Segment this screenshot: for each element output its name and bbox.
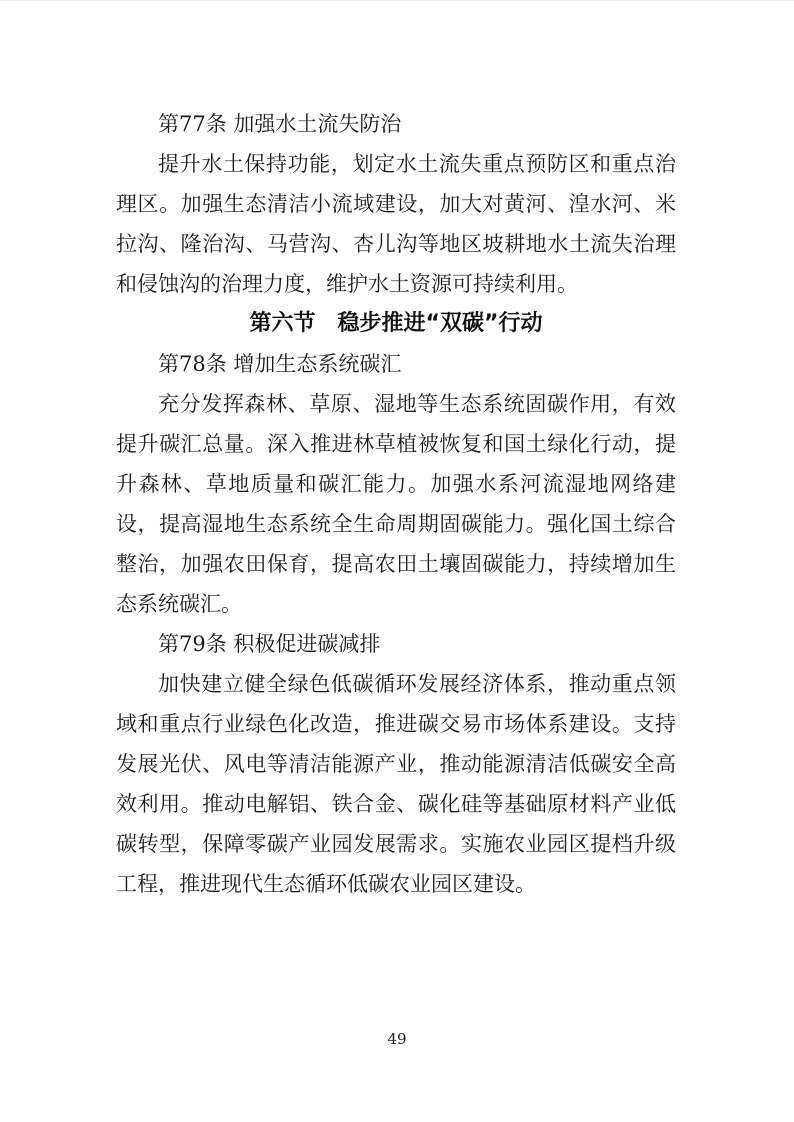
article-79-body: 加快建立健全绿色低碳循环发展经济体系，推动重点领域和重点行业绿色化改造，推进碳交易市场体系建设。支持发展光伏、风电等清洁能源产业，推动能源清洁低碳安全高效利用。推动电解铝、铁合金、碳化硅等基础原材料产业低碳转型，保障零碳产业园发展需求。实施农业园区提档升级工程，推进现代生态循环低碳农业园区建设。	[116, 672, 676, 896]
article-79-heading: 第79条 积极促进碳减排	[158, 632, 381, 656]
page-content	[116, 104, 676, 904]
article-77-body: 提升水土保持功能，划定水土流失重点预防区和重点治理区。加强生态清洁小流域建设，加大对黄河、湟水河、米拉沟、隆治沟、马营沟、杏儿沟等地区坡耕地水土流失治理和侵蚀沟的治理力度，维护水土资源可持续利用。	[116, 152, 676, 296]
article-77-heading: 第77条 加强水土流失防治	[158, 112, 402, 136]
article-78-heading: 第78条 增加生态系统碳汇	[158, 352, 402, 376]
page-number: 49	[387, 1030, 407, 1048]
page-footer	[0, 1029, 794, 1049]
section-6-heading: 第六节 稳步推进“双碳”行动	[249, 311, 543, 336]
article-78-body: 充分发挥森林、草原、湿地等生态系统固碳作用，有效提升碳汇总量。深入推进林草植被恢复和国土绿化行动，提升森林、草地质量和碳汇能力。加强水系河流湿地网络建设，提高湿地生态系统全生命周期固碳能力。强化国土综合整治，加强农田保育，提高农田土壤固碳能力，持续增加生态系统碳汇。	[116, 392, 676, 616]
